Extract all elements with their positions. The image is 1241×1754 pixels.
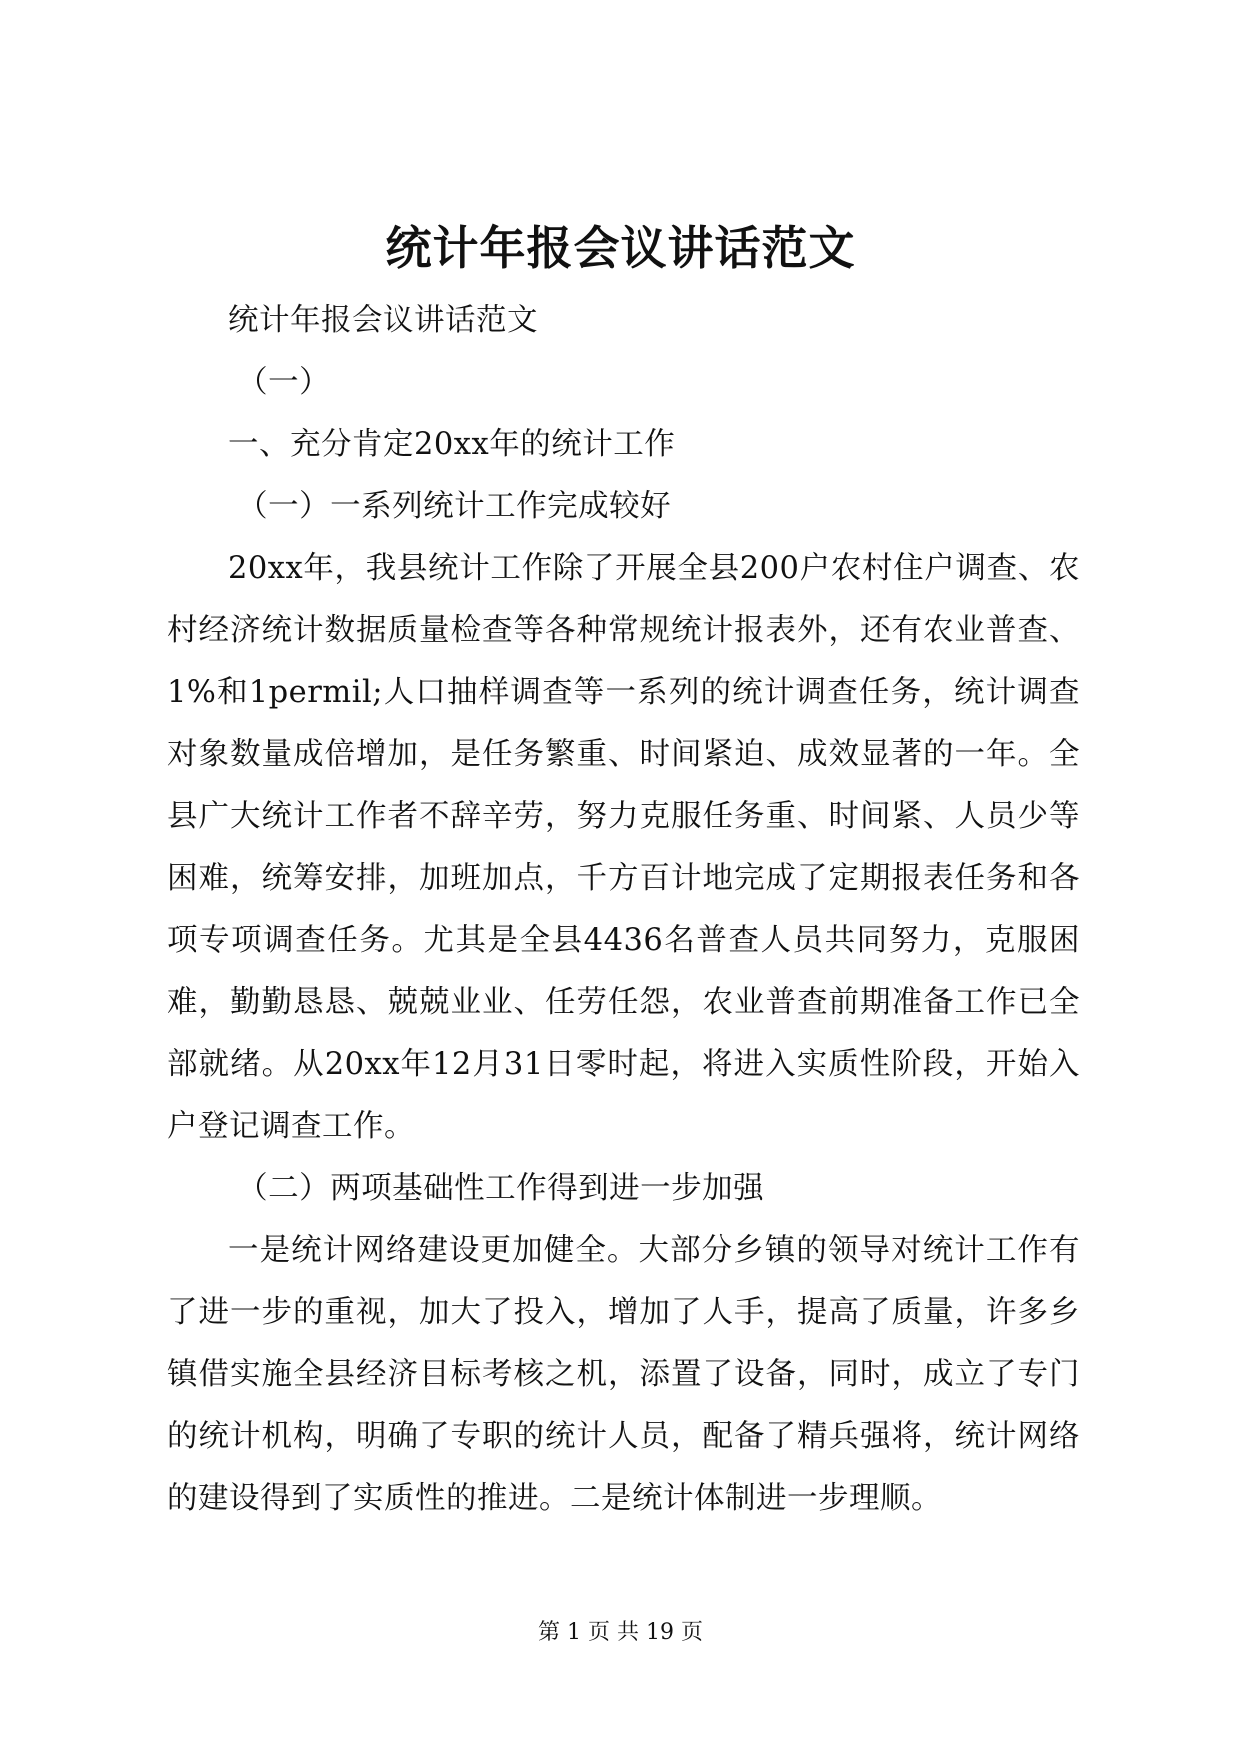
document-title: 统计年报会议讲话范文 [385,221,856,275]
paragraph-body-1: 20xx年，我县统计工作除了开展全县200户农村住户调查、农村经济统计数据质量检查等各种常规统计报表外，还有农业普查、1%和1permil;人口抽样调查等一系列的统计调查任务，统计调查对象数量成倍增加，是任务繁重、时间紧迫、成效显著的一年。全县广大统计工作者不辞辛劳，努力克服任务重、时间紧、人员少等困难，统筹安排，加班加点，千方百计地完成了定期报表任务和各项专项调查任务。尤其是全县4436名普查人员共同努力，克服困难，勤勤恳恳、兢兢业业、任劳任怨，农业普查前期准备工作已全部就绪。从20xx年12月31日零时起，将进入实质性阶段，开始入户登记调查工作。 [167,551,1080,1144]
paragraph-body-2: 一是统计网络建设更加健全。大部分乡镇的领导对统计工作有了进一步的重视，加大了投入，增加了人手，提高了质量，许多乡镇借实施全县经济目标考核之机，添置了设备，同时，成立了专门的统计机构，明确了专职的统计人员，配备了精兵强将，统计网络的建设得到了实质性的推进。二是统计体制进一步理顺。 [167,1233,1080,1516]
document-body [167,290,1080,1530]
paragraph-subtitle: 统计年报会议讲话范文 [228,303,538,338]
paragraph-section-number: （一） [237,365,331,400]
page-footer: 第 1 页 共 19 页 [538,1620,703,1645]
paragraph-subheading-2: （二）两项基础性工作得到进一步加强 [237,1171,765,1206]
paragraph-subheading-1: （一）一系列统计工作完成较好 [237,489,672,524]
paragraph-heading-1: 一、充分肯定20xx年的统计工作 [228,427,676,462]
